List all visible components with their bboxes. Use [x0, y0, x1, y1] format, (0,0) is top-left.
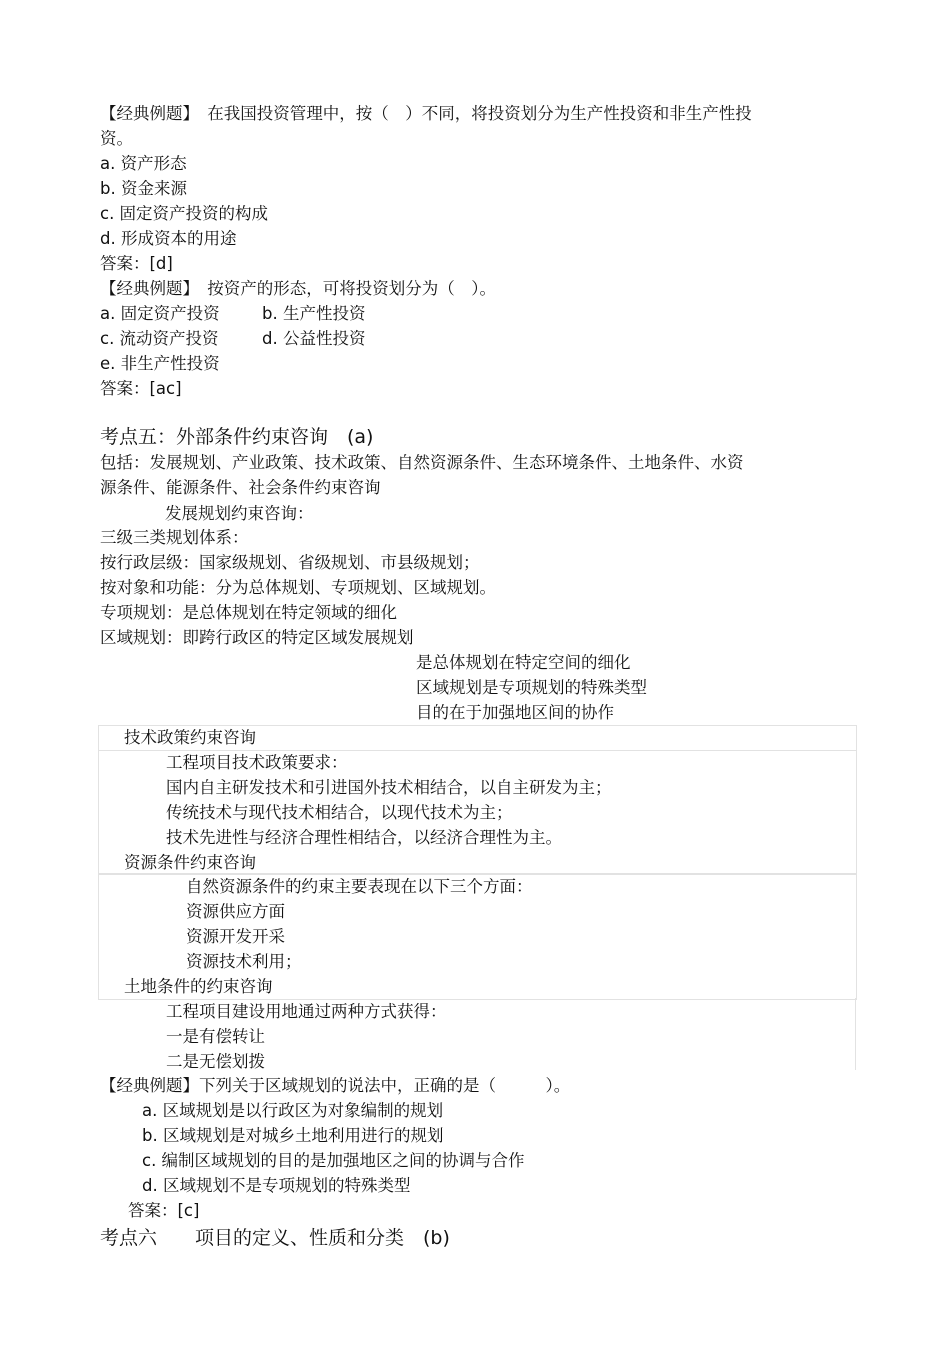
- resource-line-1: 自然资源条件的约束主要表现在以下三个方面：: [186, 877, 533, 896]
- land-line-3: 二是无偿划拨: [166, 1052, 265, 1071]
- regional-note-3: 目的在于加强地区间的协作: [416, 703, 614, 722]
- land-line-1: 工程项目建设用地通过两种方式获得：: [166, 1002, 447, 1021]
- regional-plan: 区域规划：即跨行政区的特定区域发展规划: [100, 628, 414, 647]
- q2-answer: 答案：[ac]: [100, 379, 182, 398]
- q1-option-d: d. 形成资本的用途: [100, 229, 237, 248]
- section5-include-line1: 包括：发展规划、产业政策、技术政策、自然资源条件、生态环境条件、土地条件、水资: [100, 453, 744, 472]
- q3-option-b: b. 区域规划是对城乡土地利用进行的规划: [142, 1126, 444, 1145]
- tech-policy-line-3: 传统技术与现代技术相结合，以现代技术为主；: [166, 803, 513, 822]
- land-box-border: [855, 998, 856, 1070]
- q3-answer: 答案：[c]: [128, 1201, 200, 1220]
- q1-stem-line1: 【经典例题】 在我国投资管理中，按（ ）不同，将投资划分为生产性投资和非生产性投: [100, 104, 752, 123]
- section6-title: 考点六 项目的定义、性质和分类 (b): [100, 1227, 450, 1249]
- regional-note-1: 是总体规划在特定空间的细化: [416, 653, 631, 672]
- special-plan: 专项规划：是总体规划在特定领域的细化: [100, 603, 397, 622]
- q2-options-row2: [100, 329, 365, 349]
- tech-policy-line-4: 技术先进性与经济合理性相结合，以经济合理性为主。: [166, 828, 562, 847]
- q3-option-c: c. 编制区域规划的目的是加强地区之间的协调与合作: [142, 1151, 525, 1170]
- q2-option-a: a. 固定资产投资: [100, 304, 220, 323]
- q2-options-row1: [100, 304, 365, 324]
- resource-line-2: 资源供应方面: [186, 902, 285, 921]
- tech-policy-divider: [98, 750, 856, 751]
- land-line-2: 一是有偿转让: [166, 1027, 265, 1046]
- tech-policy-line-1: 工程项目技术政策要求：: [166, 753, 348, 772]
- tech-policy-line-2: 国内自主研发技术和引进国外技术相结合，以自主研发为主；: [166, 778, 612, 797]
- section5-include-line2: 源条件、能源条件、社会条件约束咨询: [100, 478, 381, 497]
- resource-line-3: 资源开发开采: [186, 927, 285, 946]
- regional-note-2: 区域规划是专项规划的特殊类型: [416, 678, 647, 697]
- q2-option-e: e. 非生产性投资: [100, 354, 220, 373]
- tech-policy-title: 技术政策约束咨询: [124, 728, 256, 747]
- plan-by-object: 按对象和功能：分为总体规划、专项规划、区域规划。: [100, 578, 496, 597]
- plan-by-admin-level: 按行政层级：国家级规划、省级规划、市县级规划；: [100, 553, 480, 572]
- q1-stem-line2: 资。: [100, 129, 133, 148]
- q1-answer: 答案：[d]: [100, 254, 173, 273]
- q2-option-b: b. 生产性投资: [262, 304, 366, 323]
- q3-stem: 【经典例题】下列关于区域规划的说法中，正确的是（ ）。: [100, 1076, 571, 1095]
- section5-title: 考点五：外部条件约束咨询 (a): [100, 426, 374, 448]
- dev-plan-heading: 发展规划约束咨询：: [165, 504, 314, 523]
- resource-title: 资源条件约束咨询: [124, 853, 256, 872]
- plan-system: 三级三类规划体系：: [100, 528, 249, 547]
- q3-option-d: d. 区域规划不是专项规划的特殊类型: [142, 1176, 411, 1195]
- resource-line-4: 资源技术利用；: [186, 952, 302, 971]
- q1-option-a: a. 资产形态: [100, 154, 187, 173]
- q3-option-a: a. 区域规划是以行政区为对象编制的规划: [142, 1101, 444, 1120]
- q1-option-c: c. 固定资产投资的构成: [100, 204, 269, 223]
- q1-option-b: b. 资金来源: [100, 179, 187, 198]
- q2-option-c: c. 流动资产投资: [100, 329, 219, 348]
- land-title: 土地条件的约束咨询: [124, 977, 273, 996]
- q2-stem: 【经典例题】 按资产的形态，可将投资划分为（ ）。: [100, 279, 496, 298]
- q2-option-d: d. 公益性投资: [262, 329, 366, 348]
